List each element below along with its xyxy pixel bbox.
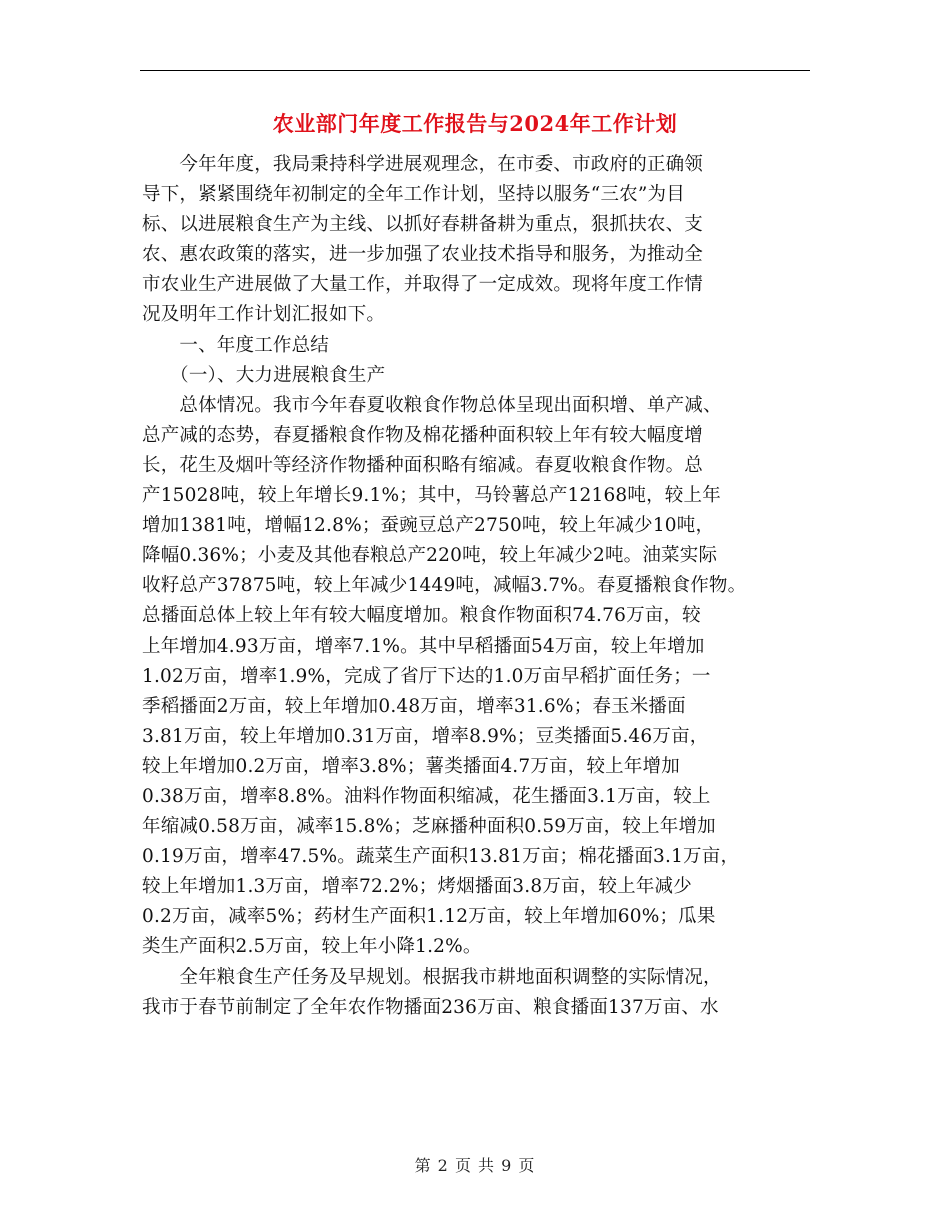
body-line: 类生产面积2.5万亩，较上年小降1.2%。 (142, 936, 482, 958)
body-line: 季稻播面2万亩，较上年增加0.48万亩，增率31.6%；春玉米播面 (142, 695, 686, 717)
body-line: 较上年增加1.3万亩，增率72.2%；烤烟播面3.8万亩，较上年减少 (142, 876, 692, 898)
body-line: 农、惠农政策的落实，进一步加强了农业技术指导和服务，为推动全 (142, 244, 704, 266)
subsection-heading: （一）、大力进展粮食生产 (142, 364, 386, 386)
body-line: 上年增加4.93万亩，增率7.1%。其中早稻播面54万亩，较上年增加 (142, 635, 705, 657)
page-number-footer: 第 2 页 共 9 页 (414, 1156, 536, 1175)
body-line: 3.81万亩，较上年增加0.31万亩，增率8.9%；豆类播面5.46万亩， (142, 725, 709, 747)
body-line: 产15028吨，较上年增长9.1%；其中，马铃薯总产12168吨，较上年 (142, 485, 721, 507)
body-line: 0.19万亩，增率47.5%。蔬菜生产面积13.81万亩；棉花播面3.1万亩， (142, 846, 740, 868)
body-line: 收籽总产37875吨，较上年减少1449吨，减幅3.7%。春夏播粮食作物。 (142, 575, 747, 597)
body-line: 较上年增加0.2万亩，增率3.8%；薯类播面4.7万亩，较上年增加 (142, 755, 680, 777)
body-line: 0.2万亩，减率5%；药材生产面积1.12万亩，较上年增加60%；瓜果 (142, 906, 716, 928)
body-line: 全年粮食生产任务及早规划。根据我市耕地面积调整的实际情况， (142, 966, 722, 988)
body-line: 我市于春节前制定了全年农作物播面236万亩、粮食播面137万亩、水 (142, 996, 719, 1018)
body-line: 总体情况。我市今年春夏收粮食作物总体呈现出面积增、单产减、 (142, 394, 722, 416)
document-body (142, 150, 822, 1023)
body-line: 0.38万亩，增率8.8%。油料作物面积缩减，花生播面3.1万亩，较上 (142, 785, 711, 807)
body-line: 况及明年工作计划汇报如下。 (142, 304, 386, 326)
body-line: 降幅0.36%；小麦及其他春粮总产220吨，较上年减少2吨。油菜实际 (142, 545, 718, 567)
body-line: 1.02万亩，增率1.9%，完成了省厅下达的1.0万亩早稻扩面任务；一 (142, 665, 711, 687)
body-line: 今年年度，我局秉持科学进展观理念，在市委、市政府的正确领 (142, 154, 704, 175)
body-line: 增加1381吨，增幅12.8%；蚕豌豆总产2750吨，较上年减少10吨， (142, 515, 715, 537)
body-line: 总播面总体上较上年有较大幅度增加。粮食作物面积74.76万亩，较 (142, 605, 701, 627)
header-rule (140, 70, 810, 71)
body-line: 导下，紧紧围绕年初制定的全年工作计划，坚持以服务“三农”为目 (142, 184, 685, 206)
body-line: 长，花生及烟叶等经济作物播种面积略有缩减。春夏收粮食作物。总 (142, 454, 704, 476)
section-heading: 一、年度工作总结 (142, 334, 330, 356)
document-title: 农业部门年度工作报告与2024年工作计划 (272, 111, 678, 136)
body-line: 总产减的态势，春夏播粮食作物及棉花播种面积较上年有较大幅度增 (142, 424, 704, 446)
body-line: 标、以进展粮食生产为主线、以抓好春耕备耕为重点，狠抓扶农、支 (142, 214, 704, 236)
body-line: 年缩减0.58万亩，减率15.8%；芝麻播种面积0.59万亩，较上年增加 (142, 816, 716, 838)
body-line: 市农业生产进展做了大量工作，并取得了一定成效。现将年度工作情 (142, 274, 704, 296)
